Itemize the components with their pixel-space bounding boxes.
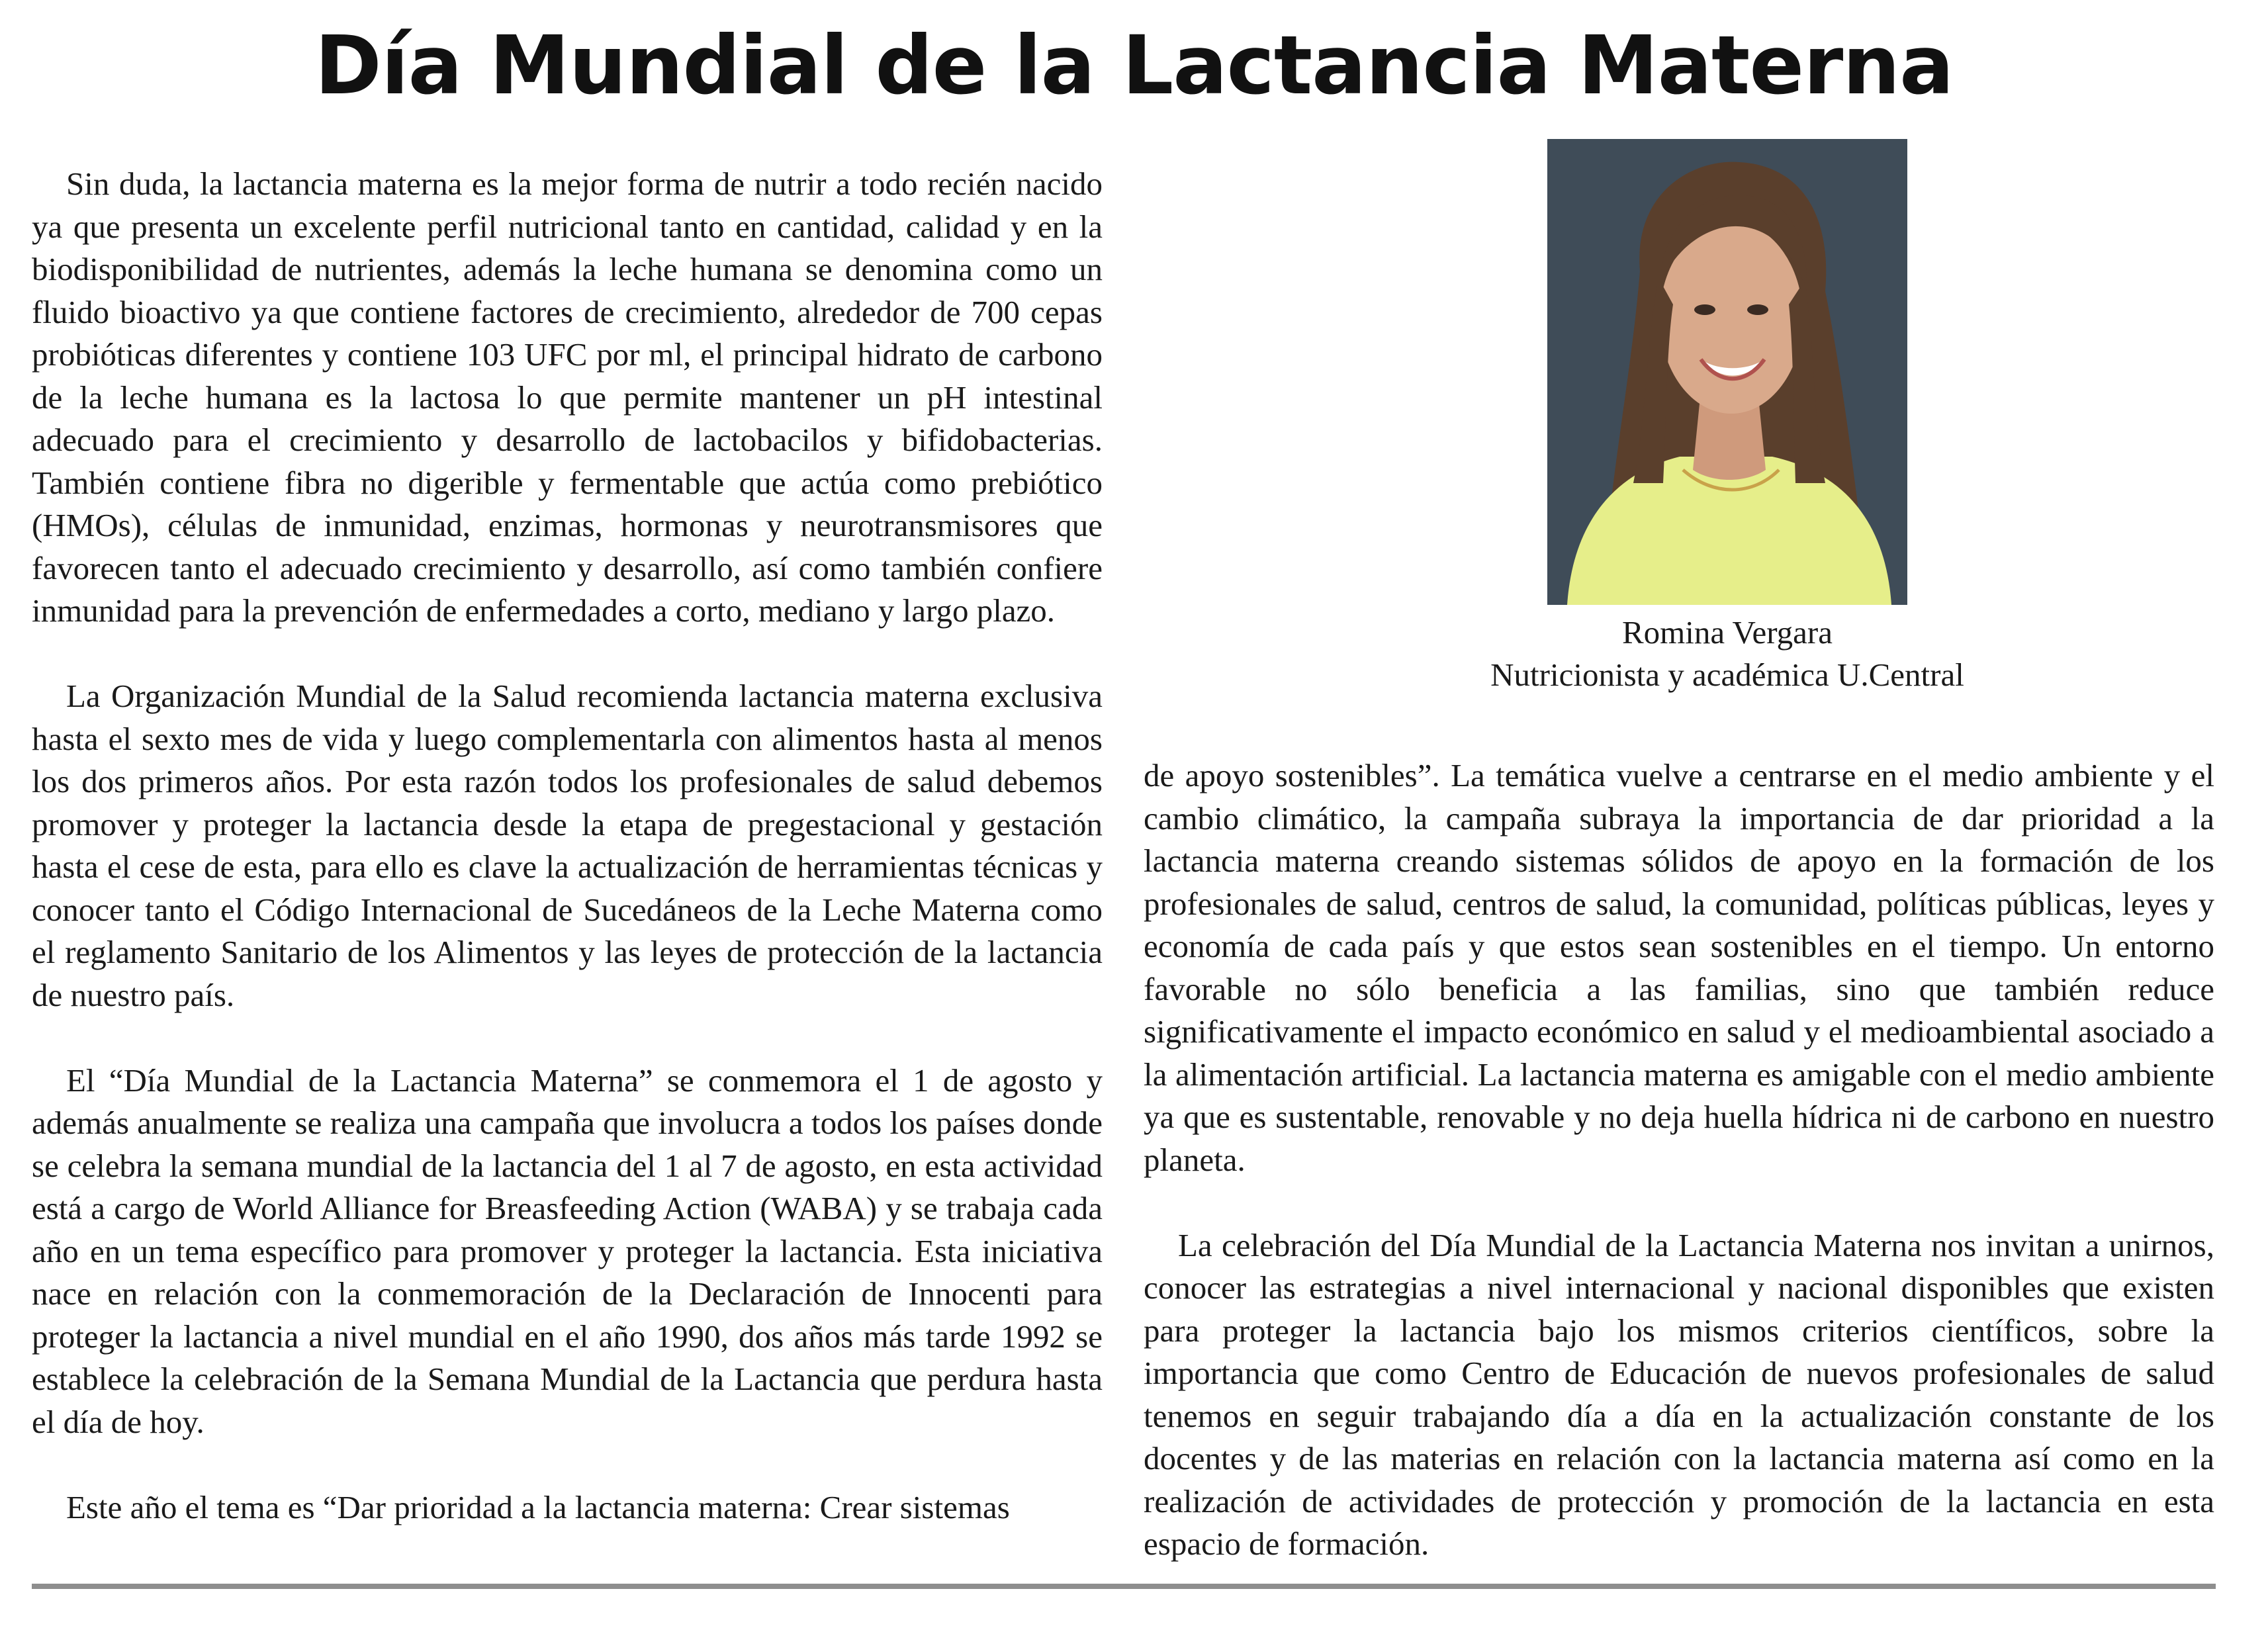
author-photo	[1547, 139, 1907, 605]
author-role: Nutricionista y académica U.Central	[1490, 657, 1964, 693]
paragraph-5: de apoyo sostenibles”. La temática vuelve a centrarse en el medio ambiente y el cambio climático, la campaña subraya la importancia de dar prioridad a la lactancia materna creando sistemas sólidos de apoyo en la formación de los profesionales de salud, centros de salud, la comunidad, políticas públicas, leyes y economía de cada país y que estos sean sostenibles en el tiempo. Un entorno favorable no sólo beneficia a las familias, sino que también reduce significativamente el impacto económico en salud y el medioambiental asociado a la alimentación artificial. La lactancia materna es amigable con el medio ambiente ya que es sustentable, renovable y no deja huella hídrica ni de carbono en nuestro planeta.	[1144, 757, 2214, 1178]
paragraph-3: El “Día Mundial de la Lactancia Materna” se conmemora el 1 de agosto y además anualmente se realiza una campaña que involucra a todos los países donde se celebra la semana mundial de la lactancia del 1 al 7 de agosto, en esta actividad está a cargo de World Alliance for Breasfeeding Action (WABA) y se trabaja cada año en un tema específico para promover y proteger la lactancia. Esta iniciativa nace en relación con la conmemoración de la Declaración de Innocenti para proteger la lactancia a nivel mundial en el año 1990, dos años más tarde 1992 se establece la celebración de la Semana Mundial de la Lactancia que perdura hasta el día de hoy.	[32, 1062, 1103, 1440]
paragraph-6: La celebración del Día Mundial de la Lactancia Materna nos invitan a unirnos, conocer las estrategias a nivel internacional y nacional disponibles que existen para proteger la lactancia bajo los mismos criterios científicos, sobre la importancia que como Centro de Educación de nuevos profesionales de salud tenemos en seguir trabajando día a día en la actualización constante de los docentes y de las materias en relación con la lactancia materna así como en la realización de actividades de protección y promoción de la lactancia en esta espacio de formación.	[1144, 1226, 2214, 1562]
right-column	[1144, 754, 2214, 1566]
article-title: Día Mundial de la Lactancia Materna	[314, 19, 1954, 113]
paragraph-2: La Organización Mundial de la Salud recomienda lactancia materna exclusiva hasta el sexto mes de vida y luego complementarla con alimentos hasta al menos los dos primeros años. Por esta razón todos los profesionales de salud debemos promover y proteger la lactancia desde la etapa de pregestacional y gestación hasta el cese de esta, para ello es clave la actualización de herramientas técnicas y conocer tanto el Código Internacional de Sucedáneos de la Leche Materna como el reglamento Sanitario de los Alimentos y las leyes de protección de la lactancia de nuestro país.	[32, 678, 1103, 1013]
author-portrait-image	[1547, 139, 1907, 605]
photo-caption	[1390, 611, 2065, 696]
author-name: Romina Vergara	[1622, 614, 1833, 651]
paragraph-1: Sin duda, la lactancia materna es la mejor forma de nutrir a todo recién nacido ya que presenta un excelente perfil nutricional tanto en cantidad, calidad y en la biodisponibilidad de nutrientes, además la leche humana se denomina como un fluido bioactivo ya que contiene factores de crecimiento, alrededor de 700 cepas probióticas diferentes y contiene 103 UFC por ml, el principal hidrato de carbono de la leche humana es la lactosa lo que permite mantener un pH intestinal adecuado para el crecimiento y desarrollo de lactobacilos y bifidobacterias. También contiene fibra no digerible y fermentable que actúa como prebiótico (HMOs), células de inmunidad, enzimas, hormonas y neurotransmisores que favorecen tanto el adecuado crecimiento y desarrollo, así como también confiere inmunidad para la prevención de enfermedades a corto, mediano y largo plazo.	[32, 165, 1103, 629]
bottom-divider	[32, 1584, 2216, 1589]
paragraph-4: Este año el tema es “Dar prioridad a la lactancia materna: Crear sistemas	[66, 1488, 1010, 1525]
left-column	[32, 163, 1103, 1529]
